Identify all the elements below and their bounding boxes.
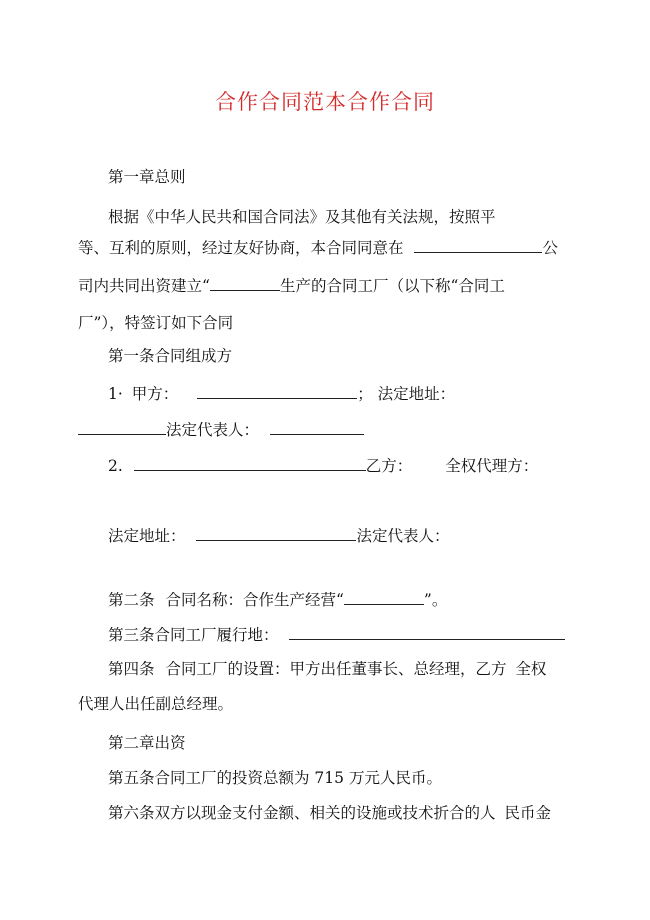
article-3-text: 第三条合同工厂履行地： (108, 626, 279, 644)
chapter-2-heading: 第二章出资 (108, 734, 186, 752)
product-blank (210, 275, 280, 291)
company-name-blank (414, 237, 542, 253)
article-2-label: 第二条 (108, 591, 155, 609)
preamble-line-1: 根据《中华人民共和国合同法》及其他有关法规，按照平 (108, 208, 496, 226)
article-2-end: ”。 (423, 591, 448, 609)
article-1-heading: 第一条合同组成方 (108, 347, 233, 365)
party-b-number: 2. (108, 457, 123, 475)
party-b-rep-label: 法定代表人： (356, 527, 450, 545)
preamble-line-3-text: 司内共同出资建立“ (78, 277, 210, 295)
party-a-line (108, 383, 455, 404)
article-6-line (108, 803, 551, 823)
party-a-rep-label: 法定代表人： (166, 421, 260, 439)
party-b-address-blank (196, 525, 356, 541)
article-2-text: 合同名称：合作生产经营“ (165, 591, 344, 609)
party-a-rep-blank (270, 419, 364, 435)
preamble-line-2-end: 公 (542, 239, 558, 257)
party-a-address-label: 法定地址： (377, 385, 456, 403)
party-a-rep-line (78, 419, 364, 440)
party-b-line (108, 455, 538, 476)
chapter-1-heading: 第一章总则 (108, 168, 186, 186)
preamble-line-2 (78, 237, 558, 258)
preamble-line-4: 厂”），特签订如下合同 (78, 314, 234, 332)
party-b-name-blank (134, 455, 366, 471)
party-a-address-blank (78, 419, 166, 435)
article-6-text: 第六条双方以现金支付金额、相关的设施或技术折合的人 (108, 804, 496, 822)
party-a-separator: ； (357, 385, 373, 403)
article-4-line-1 (108, 659, 546, 679)
preamble-line-3 (78, 275, 505, 296)
article-5-line: 第五条合同工厂的投资总额为 715 万元人民币。 (108, 769, 442, 787)
article-2-line (108, 589, 447, 610)
article-3-line (108, 624, 565, 645)
article-4-line-2: 代理人出任副总经理。 (78, 695, 234, 713)
party-a-number: 1· (108, 385, 123, 403)
article-4-text: 合同工厂的设置：甲方出任董事长、总经理，乙方 (165, 660, 507, 678)
location-blank (289, 624, 565, 640)
party-b-label: 乙方： (365, 457, 413, 475)
party-b-address-label: 法定地址： (108, 527, 186, 545)
preamble-line-2-text: 等、互利的原则，经过友好协商，本合同同意在 (78, 239, 404, 257)
article-6-end: 民币金 (504, 804, 551, 822)
article-4-label: 第四条 (108, 660, 155, 678)
preamble-line-3-end: 生产的合同工厂（以下称“合同工 (279, 277, 505, 295)
article-4-end: 全权 (515, 660, 547, 678)
party-b-agent-label: 全权代理方： (445, 457, 539, 475)
party-a-label: 甲方： (131, 385, 179, 403)
party-a-name-blank (197, 383, 357, 399)
party-b-address-line (108, 525, 449, 546)
contract-name-blank (344, 589, 424, 605)
document-title: 合作合同范本合作合同 (215, 90, 435, 114)
